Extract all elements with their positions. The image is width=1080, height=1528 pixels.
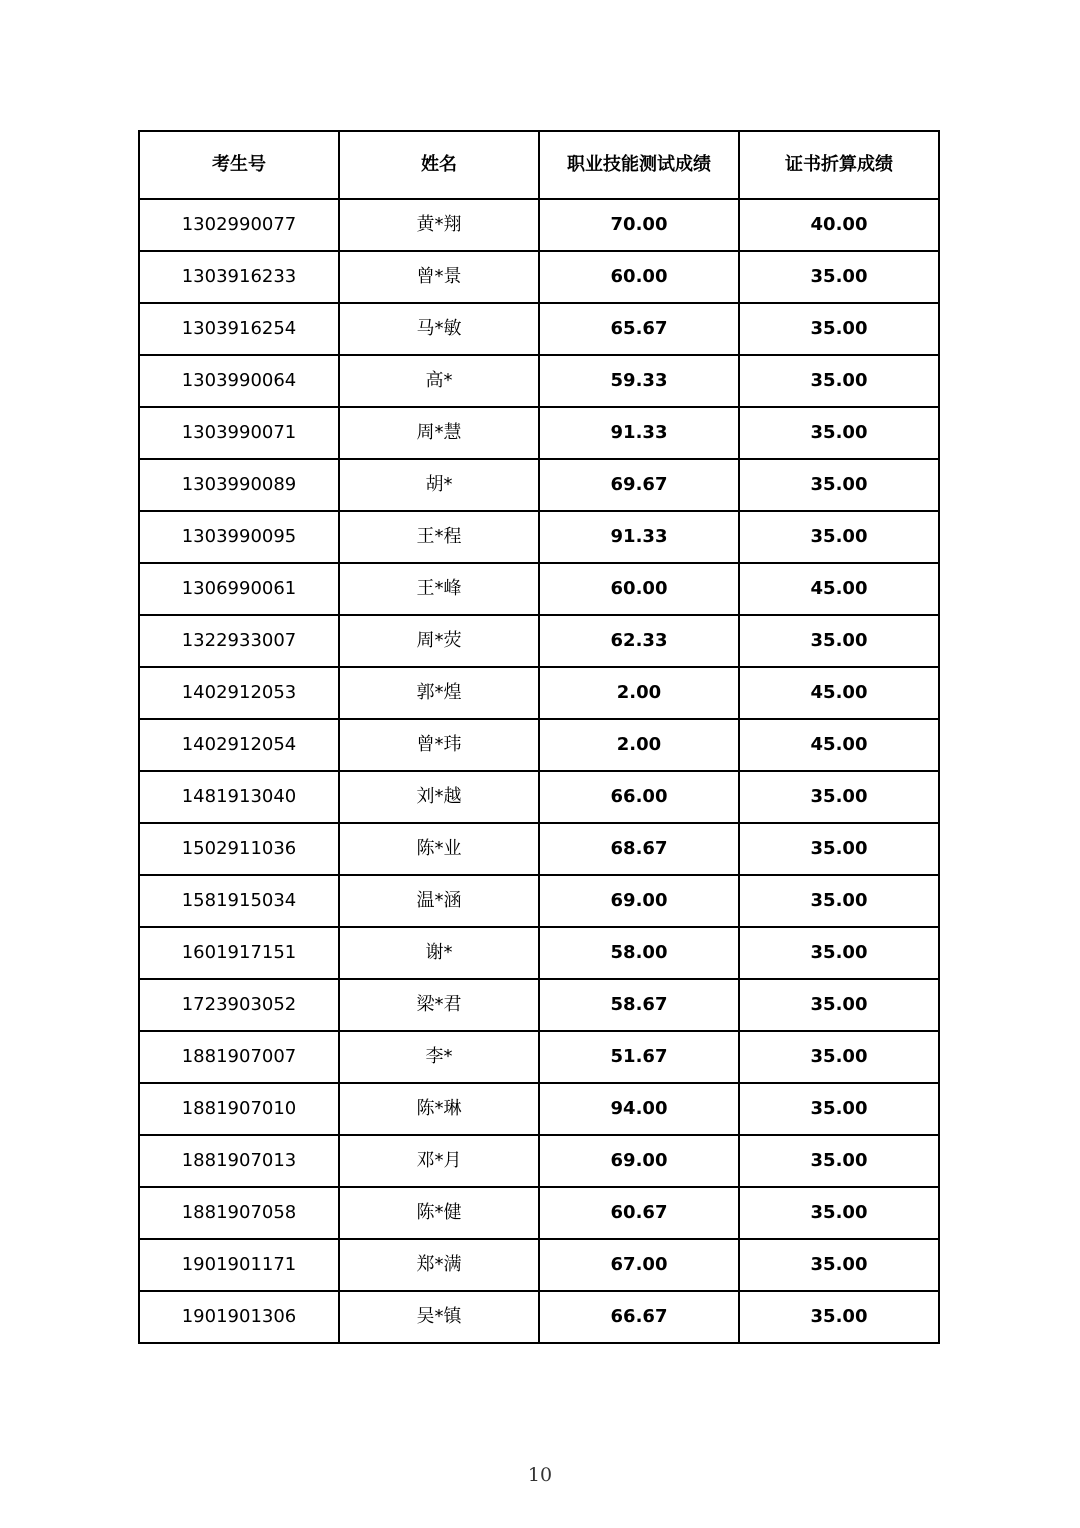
- cell-exam-number: 1581915034: [139, 875, 339, 927]
- table-row: [139, 979, 939, 1031]
- table-row: [139, 719, 939, 771]
- cell-certificate-score: 35.00: [739, 407, 939, 459]
- cell-certificate-score: 35.00: [739, 1031, 939, 1083]
- cell-name: 陈*健: [339, 1187, 539, 1239]
- table-header: [139, 131, 939, 199]
- cell-name: 吴*镇: [339, 1291, 539, 1343]
- cell-skill-test-score: 94.00: [539, 1083, 739, 1135]
- cell-name: 李*: [339, 1031, 539, 1083]
- cell-name: 曾*玮: [339, 719, 539, 771]
- cell-name: 高*: [339, 355, 539, 407]
- table-row: [139, 1031, 939, 1083]
- cell-exam-number: 1723903052: [139, 979, 339, 1031]
- cell-name: 马*敏: [339, 303, 539, 355]
- cell-exam-number: 1402912054: [139, 719, 339, 771]
- cell-certificate-score: 35.00: [739, 511, 939, 563]
- cell-exam-number: 1303916254: [139, 303, 339, 355]
- cell-skill-test-score: 58.00: [539, 927, 739, 979]
- cell-skill-test-score: 68.67: [539, 823, 739, 875]
- cell-skill-test-score: 51.67: [539, 1031, 739, 1083]
- cell-certificate-score: 35.00: [739, 303, 939, 355]
- cell-certificate-score: 35.00: [739, 251, 939, 303]
- table-row: [139, 407, 939, 459]
- header-name: 姓名: [339, 131, 539, 199]
- cell-exam-number: 1303990064: [139, 355, 339, 407]
- table-row: [139, 667, 939, 719]
- cell-exam-number: 1402912053: [139, 667, 339, 719]
- cell-name: 梁*君: [339, 979, 539, 1031]
- cell-name: 曾*景: [339, 251, 539, 303]
- table-row: [139, 615, 939, 667]
- table-row: [139, 1239, 939, 1291]
- cell-exam-number: 1502911036: [139, 823, 339, 875]
- cell-skill-test-score: 60.00: [539, 563, 739, 615]
- cell-exam-number: 1303990089: [139, 459, 339, 511]
- cell-certificate-score: 35.00: [739, 927, 939, 979]
- cell-skill-test-score: 2.00: [539, 719, 739, 771]
- header-exam-number: 考生号: [139, 131, 339, 199]
- cell-exam-number: 1901901171: [139, 1239, 339, 1291]
- cell-exam-number: 1302990077: [139, 199, 339, 251]
- cell-skill-test-score: 69.00: [539, 1135, 739, 1187]
- table-row: [139, 459, 939, 511]
- cell-certificate-score: 35.00: [739, 459, 939, 511]
- cell-name: 王*峰: [339, 563, 539, 615]
- table-row: [139, 823, 939, 875]
- page-number: 10: [527, 1464, 553, 1486]
- cell-name: 陈*业: [339, 823, 539, 875]
- score-table: [138, 130, 940, 1344]
- cell-certificate-score: 35.00: [739, 355, 939, 407]
- cell-name: 温*涵: [339, 875, 539, 927]
- cell-certificate-score: 45.00: [739, 667, 939, 719]
- cell-skill-test-score: 66.00: [539, 771, 739, 823]
- cell-skill-test-score: 91.33: [539, 511, 739, 563]
- table-row: [139, 875, 939, 927]
- cell-skill-test-score: 65.67: [539, 303, 739, 355]
- cell-certificate-score: 35.00: [739, 1291, 939, 1343]
- cell-skill-test-score: 58.67: [539, 979, 739, 1031]
- table-row: [139, 927, 939, 979]
- table-row: [139, 251, 939, 303]
- table-row: [139, 303, 939, 355]
- cell-certificate-score: 35.00: [739, 1135, 939, 1187]
- cell-skill-test-score: 70.00: [539, 199, 739, 251]
- table-row: [139, 511, 939, 563]
- cell-skill-test-score: 2.00: [539, 667, 739, 719]
- table-row: [139, 1187, 939, 1239]
- cell-certificate-score: 35.00: [739, 979, 939, 1031]
- cell-exam-number: 1303990095: [139, 511, 339, 563]
- table-row: [139, 1135, 939, 1187]
- table-row: [139, 199, 939, 251]
- cell-certificate-score: 35.00: [739, 615, 939, 667]
- cell-certificate-score: 35.00: [739, 823, 939, 875]
- table-body: [139, 199, 939, 1343]
- header-certificate-score: 证书折算成绩: [739, 131, 939, 199]
- cell-exam-number: 1303916233: [139, 251, 339, 303]
- cell-name: 郑*满: [339, 1239, 539, 1291]
- cell-certificate-score: 45.00: [739, 563, 939, 615]
- cell-skill-test-score: 59.33: [539, 355, 739, 407]
- cell-skill-test-score: 91.33: [539, 407, 739, 459]
- header-row: [139, 131, 939, 199]
- cell-exam-number: 1303990071: [139, 407, 339, 459]
- cell-name: 黄*翔: [339, 199, 539, 251]
- cell-name: 王*程: [339, 511, 539, 563]
- table-row: [139, 1083, 939, 1135]
- header-skill-test-score: 职业技能测试成绩: [539, 131, 739, 199]
- table-row: [139, 1291, 939, 1343]
- cell-skill-test-score: 69.67: [539, 459, 739, 511]
- cell-exam-number: 1601917151: [139, 927, 339, 979]
- cell-certificate-score: 35.00: [739, 1239, 939, 1291]
- cell-exam-number: 1481913040: [139, 771, 339, 823]
- cell-certificate-score: 35.00: [739, 1083, 939, 1135]
- cell-exam-number: 1901901306: [139, 1291, 339, 1343]
- cell-name: 陈*琳: [339, 1083, 539, 1135]
- cell-skill-test-score: 60.67: [539, 1187, 739, 1239]
- table-row: [139, 563, 939, 615]
- cell-certificate-score: 35.00: [739, 1187, 939, 1239]
- cell-name: 周*慧: [339, 407, 539, 459]
- cell-exam-number: 1306990061: [139, 563, 339, 615]
- cell-exam-number: 1881907007: [139, 1031, 339, 1083]
- cell-name: 周*荧: [339, 615, 539, 667]
- cell-exam-number: 1881907010: [139, 1083, 339, 1135]
- cell-name: 刘*越: [339, 771, 539, 823]
- cell-exam-number: 1881907013: [139, 1135, 339, 1187]
- cell-name: 谢*: [339, 927, 539, 979]
- cell-certificate-score: 35.00: [739, 875, 939, 927]
- cell-name: 胡*: [339, 459, 539, 511]
- cell-exam-number: 1881907058: [139, 1187, 339, 1239]
- cell-skill-test-score: 66.67: [539, 1291, 739, 1343]
- cell-name: 邓*月: [339, 1135, 539, 1187]
- cell-name: 郭*煌: [339, 667, 539, 719]
- cell-certificate-score: 45.00: [739, 719, 939, 771]
- cell-skill-test-score: 62.33: [539, 615, 739, 667]
- cell-skill-test-score: 69.00: [539, 875, 739, 927]
- cell-exam-number: 1322933007: [139, 615, 339, 667]
- table-row: [139, 355, 939, 407]
- cell-skill-test-score: 60.00: [539, 251, 739, 303]
- table-row: [139, 771, 939, 823]
- cell-certificate-score: 40.00: [739, 199, 939, 251]
- cell-certificate-score: 35.00: [739, 771, 939, 823]
- cell-skill-test-score: 67.00: [539, 1239, 739, 1291]
